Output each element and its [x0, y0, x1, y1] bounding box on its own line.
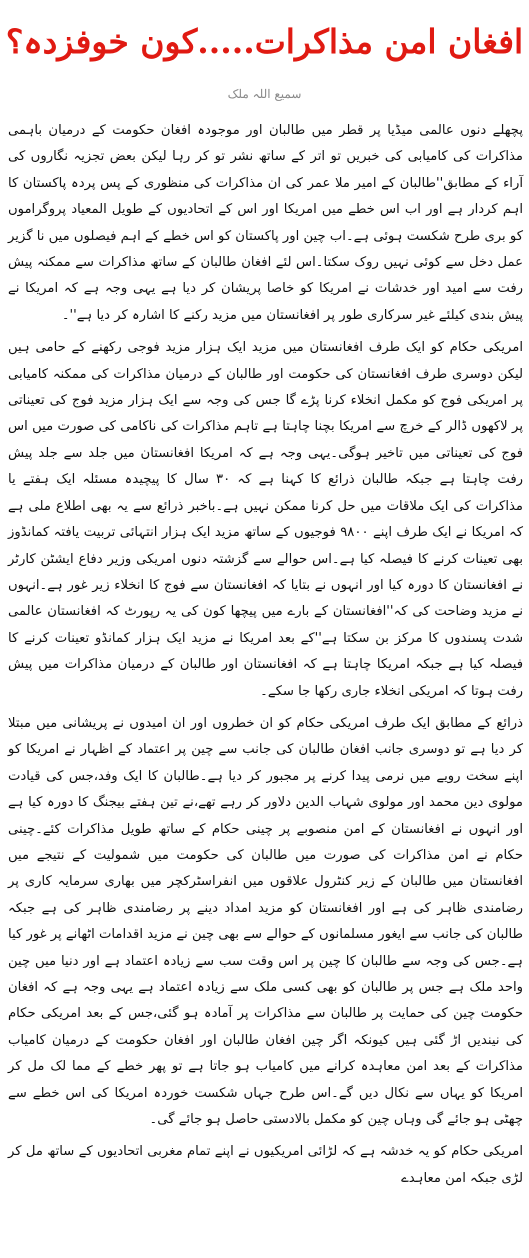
- article-paragraph: امریکی حکام کو یہ خدشہ ہے کہ لڑائی امریکیوں نے اپنے تمام مغربی اتحادیوں کے ساتھ مل کر لڑی جبکہ امن معاہدے: [8, 1144, 523, 1186]
- author-name: سمیع اللہ ملک: [227, 87, 302, 101]
- article-paragraph: ذرائع کے مطابق ایک طرف امریکی حکام کو ان خطروں اور ان امیدوں نے پریشانی میں مبتلا کر دیا ہے تو دوسری جانب افغان طالبان کی جانب سے چین پر اعتماد کے اظہار نے امریکا کو اپنے سخت رویے میں نرمی پیدا کرنے پر مجبور کر دیا ہے۔طالبان کا ایک وفد،جس کی قیادت مولوی دین محمد اور مولوی شہاب الدین دلاور کر رہے تھے،نے تین ہفتے بیجنگ کا دورہ کیا ہے اور انہوں نے افغانستان کے امن منصوبے پر چینی حکام کے ساتھ طویل مذاکرات کئے۔چینی حکام نے امن مذاکرات کی صورت میں طالبان کی حکومت میں شمولیت کے نتیجے میں افغانستان میں طالبان کے زیر کنٹرول علاقوں میں انفراسٹرکچر میں بھاری سرمایہ کاری پر رضامندی ظاہر کی ہے اور افغانستان کو مزید امداد دینے پر رضامندی ظاہر کی ہے جبکہ طالبان کی جانب سے ایغور مسلمانوں کے حوالے سے بھی چین نے مزید اقدامات اٹھانے پر غور کیا ہے۔جس کی وجہ سے طالبان کا چین پر اس وقت سب سے زیادہ اعتماد ہے اور دنیا میں چین واحد ملک ہے جس پر طالبان کو بھی کسی ملک سے زیادہ اعتماد ہے یہی وجہ ہے کہ افغان حکومت چین کی حمایت پر طالبان سے مذاکرات پر آمادہ ہو گئی،جس کے بعد امریکی حکام کی نیندیں اڑ گئی ہیں کیونکہ اگر چین افغان طالبان اور افغان حکومت کے درمیان کامیاب مذاکرات کے بعد امن معاہدہ کرانے میں کامیاب ہو جاتا ہے تو پھر خطے کے مما لک مل کر امریکا کو یہاں سے نکال دیں گے۔اس طرح جہاں شکست خوردہ امریکا کی اس خطے سے چھٹی ہو جائے گی وہاں چین کو مکمل بالادستی حاصل ہو جائے گی۔: [8, 715, 523, 1128]
- article-paragraph: امریکی حکام کو ایک طرف افغانستان میں مزید ایک ہزار مزید فوجی رکھنے کے حامی ہیں لیکن دوسری طرف افغانستان کی حکومت اور طالبان کے درمیان مذاکرات کی ممکنہ کامیابی پر امریکی فوج کو مکمل انخلاء کرنا پڑے گا جس کی وجہ سے ایک ہزار مزید فوج کی تعیناتی پر لاکھوں ڈالر کے خرچ سے امریکا بچنا چاہتا ہے تاہم مذاکرات کی ناکامی کی صورت میں اس فوج کی تعیناتی میں تاخیر ہوگی۔یہی وجہ ہے کہ امریکا افغانستان میں جلد سے جلد پیش رفت چاہتا ہے جبکہ طالبان ذرائع کا کہنا ہے کہ ۳۰ سال کا پیچیدہ مسئلہ ایک ہفتے یا مذاکرات کی ایک ملاقات میں حل کرنا ممکن نہیں ہے۔باخبر ذرائع سے یہ بھی اطلاع ملی ہے کہ امریکا نے ایک طرف اپنے ۹۸۰۰ فوجیوں کے ساتھ مزید ایک ہزار انتہائی تربیت یافتہ کمانڈوز بھی تعینات کرنے کا فیصلہ کیا ہے۔اس حوالے سے گزشتہ دنوں امریکی وزیر دفاع ایشٹن کارٹر نے افغانستان کا دورہ کیا اور انہوں نے بتایا کہ افغانستان سے فوج کا انخلاء زیر غور ہے۔انہوں نے مزید وضاحت کی کہ''افغانستان کے بارے میں پیچھا کون کی یہ رپورٹ کہ افغانستان عالمی شدت پسندوں کا مرکز بن سکتا ہے''کے بعد امریکا نے مزید ایک ہزار کمانڈو تعینات کرنے کا فیصلہ کیا ہے جبکہ امریکا چاہتا ہے کہ افغانستان اور طالبان کے درمیان مذاکرات میں پیش رفت ہوتا کہ امریکی انخلاء جاری رکھا جا سکے۔: [8, 340, 524, 699]
- article-title: افغان امن مذاکرات.....کون خوفزدہ؟: [5, 22, 524, 61]
- article-body: [0, 118, 529, 1192]
- article-paragraph: پچھلے دنوں عالمی میڈیا پر قطر میں طالبان اور موجودہ افغان حکومت کے درمیان باہمی مذاکرات کی کامیابی کی خبریں تو اتر کے ساتھ نشر تو کر رہا لیکن بعض تجزیہ نگاروں کی آراء کے مطابق''طالبان کے امیر ملا عمر کی ان مذاکرات کی منظوری کے پس پردہ پاکستان کا اہم کردار ہے اور اب اس خطے میں امریکا اور اس کے اتحادیوں کے طویل المعیاد پروگراموں کو بری طرح شکست ہوئی ہے۔اب چین اور پاکستان کو اس خطے کے اہم فیصلوں میں نا گزیر عمل دخل سے کوئی نہیں روک سکتا۔اس لئے افغان طالبان کے ساتھ مذاکرات سے ممکنہ پیش رفت سے امید اور خدشات نے امریکا کو خاصا پریشان کر دیا ہے یہی وجہ ہے کہ امریکا نے پیش بندی کیلئے غیر سرکاری طور پر افغانستان میں مزید رکنے کا اشارہ کر دیا ہے''۔: [8, 123, 523, 323]
